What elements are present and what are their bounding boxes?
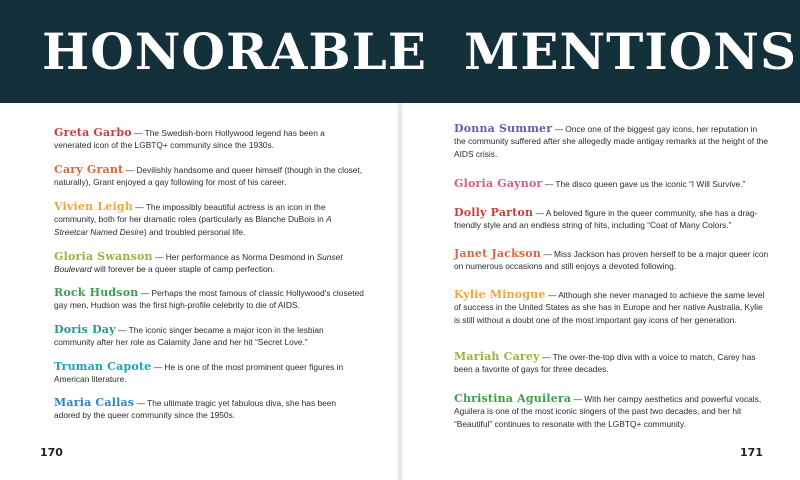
entry-name: Dolly Parton: [454, 206, 534, 219]
entry-text: — The iconic singer became a major icon in the lesbian community after her role as Calamity Jane and her hit “Secret Love.”: [54, 325, 324, 348]
entry-name: Gloria Gaynor: [454, 177, 543, 190]
entry-text: — Perhaps the most famous of classic Hollywood's closeted gay men, Hudson was the first high-profile celebrity to die of AIDS.: [54, 288, 364, 311]
entry-mariah-carey: [454, 351, 769, 376]
entry-name: Janet Jackson: [454, 247, 542, 260]
page-number-right: 171: [740, 446, 763, 459]
entry-text: — Although she never managed to achieve the same level of success in the United States as she has in Europe and her native Australia, Kylie is still without a doubt one of the most important gay icons of her generation.: [454, 290, 765, 325]
entry-text: — The ultimate tragic yet fabulous diva, she has been adored by the queer community since the 1950s.: [54, 398, 337, 421]
title-mentions: MENTIONS: [464, 22, 798, 81]
entry-maria-callas: [54, 397, 364, 422]
entry-greta-garbo: [54, 127, 364, 152]
title-honorable: HONORABLE: [42, 22, 427, 81]
entry-name: Kylie Minogue: [454, 288, 546, 301]
entry-name: Maria Callas: [54, 396, 135, 409]
page-number-left: 170: [40, 446, 63, 459]
entry-text-after: will forever be a queer staple of camp perfection.: [91, 264, 275, 275]
entry-italic-title: Sunset Boulevard: [54, 252, 343, 275]
entry-text: — The over-the-top diva with a voice to match, Carey has been a favorite of gays for three decades.: [454, 352, 756, 375]
entry-truman-capote: [54, 361, 364, 386]
entry-text: — Once one of the biggest gay icons, her reputation in the community suffered after she allegedly made antigay remarks at the height of the AIDS crisis.: [454, 124, 769, 159]
entry-christina-aguilera: [454, 393, 769, 430]
entry-text: — With her campy aesthetics and powerful vocals, Aguilera is one of the most iconic singers of the past two decades, and her hit “Beautiful” continues to resonate with the LGBTQ+ community.: [454, 394, 762, 429]
entry-vivien-leigh: [54, 201, 364, 238]
entry-name: Doris Day: [54, 323, 116, 336]
entry-text: — The disco queen gave us the iconic “I Will Survive.”: [542, 179, 746, 189]
entry-text: — The Swedish-born Hollywood legend has been a venerated icon of the LGBTQ+ community since the 1930s.: [54, 128, 325, 151]
right-page: [402, 103, 800, 480]
title-banner: [0, 0, 800, 103]
entry-name: Cary Grant: [54, 163, 124, 176]
entry-donna-summer: [454, 123, 769, 160]
book-gutter: [396, 103, 404, 480]
entry-gloria-gaynor: [454, 178, 769, 190]
entry-doris-day: [54, 324, 364, 349]
entry-rock-hudson: [54, 287, 364, 312]
entry-name: Christina Aguilera: [454, 392, 572, 405]
entry-gloria-swanson: [54, 251, 364, 276]
entry-name: Vivien Leigh: [54, 200, 133, 213]
entry-janet-jackson: [454, 248, 769, 273]
entry-name: Mariah Carey: [454, 350, 540, 363]
entry-text: — A beloved figure in the queer community, she has a drag-friendly style and an endless string of hits, including “Coat of Many Colors.”: [454, 208, 758, 231]
entry-name: Truman Capote: [54, 360, 152, 373]
entry-name: Greta Garbo: [54, 126, 132, 139]
entry-text-after: ) and troubled personal life.: [143, 226, 246, 237]
entry-text: — Miss Jackson has proven herself to be a major queer icon on numerous occasions and still enjoys a devoted following.: [454, 249, 769, 272]
entry-kylie-minogue: [454, 289, 769, 326]
entry-name: Rock Hudson: [54, 286, 139, 299]
entry-name: Gloria Swanson: [54, 250, 153, 263]
entry-name: Donna Summer: [454, 122, 553, 135]
entry-text: — He is one of the most prominent queer figures in American literature.: [54, 362, 344, 385]
left-page: [0, 103, 398, 480]
entry-dolly-parton: [454, 207, 769, 232]
entry-text: — Her performance as Norma Desmond in: [152, 252, 317, 262]
entry-text: — The impossibly beautiful actress is an icon in the community, both for her dramatic roles (particularly as Blanche DuBois in: [54, 202, 327, 225]
entry-italic-title: A Streetcar Named Desire: [54, 214, 332, 237]
entry-cary-grant: [54, 164, 364, 189]
entry-text: — Devilishly handsome and queer himself (though in the closet, naturally), Grant enjoyed a gay following for most of his career.: [54, 165, 363, 188]
